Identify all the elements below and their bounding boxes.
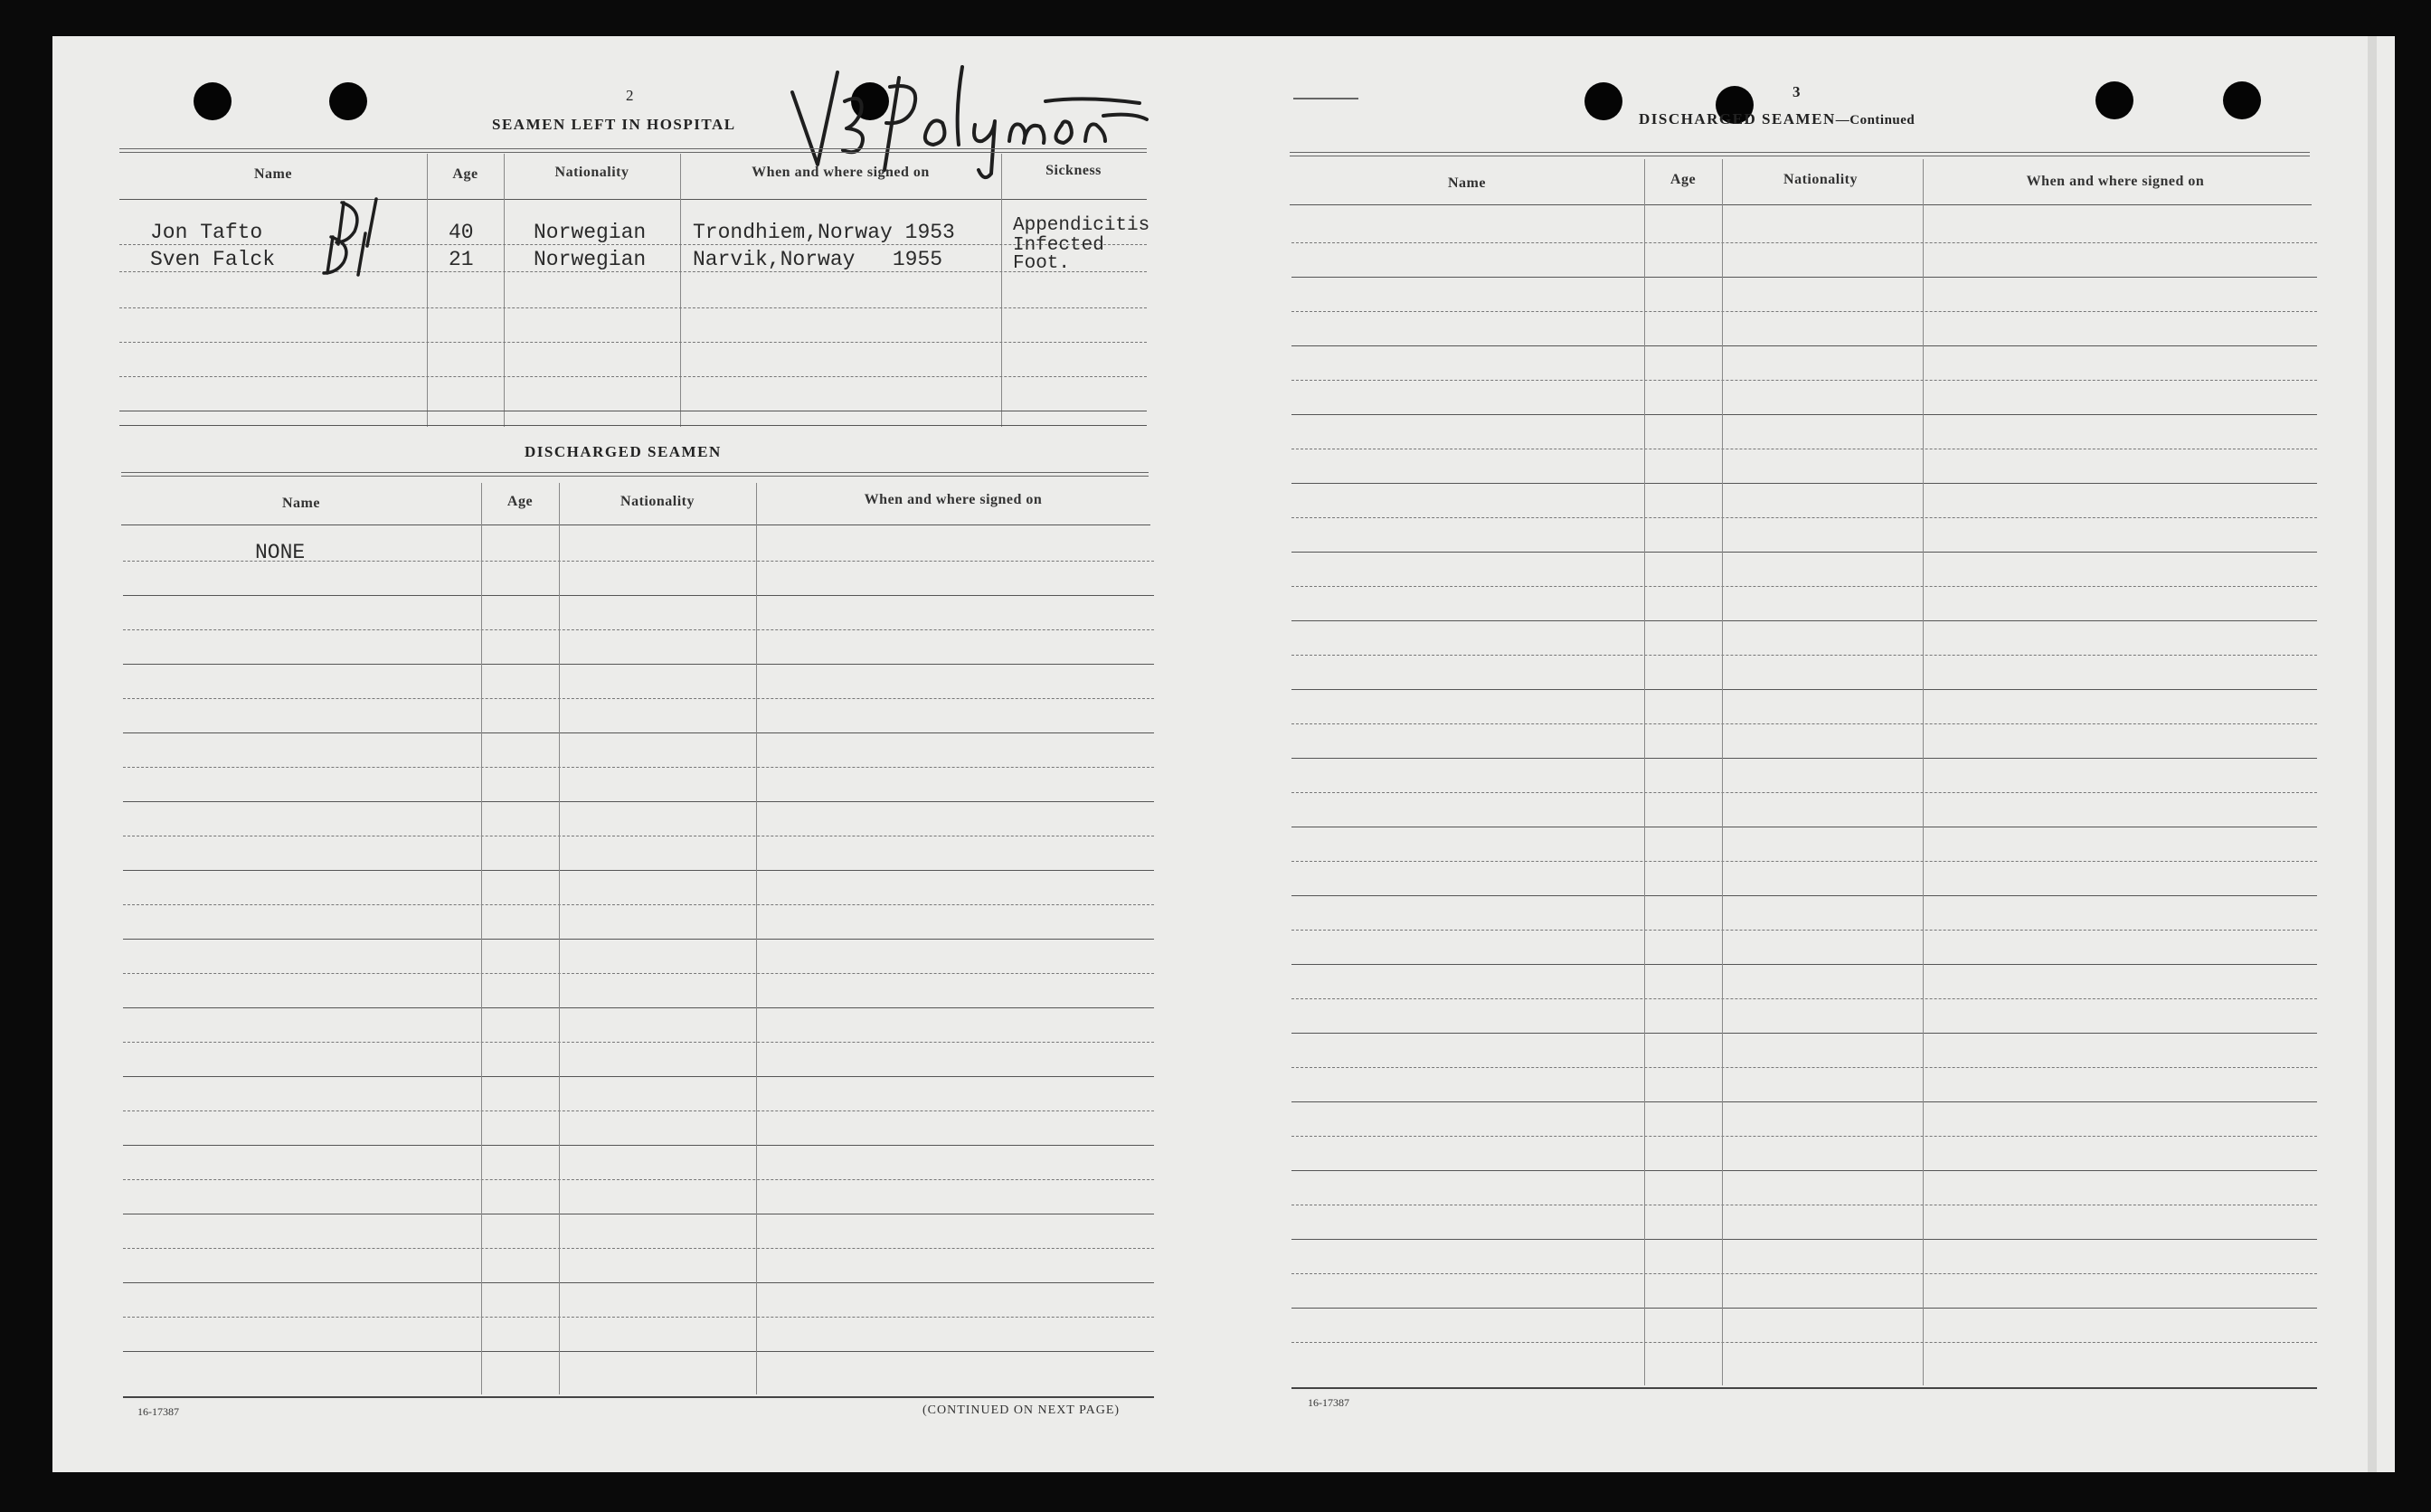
row-rule [123, 1351, 1154, 1352]
punch-hole [2223, 81, 2261, 119]
row-rule [123, 1042, 1154, 1043]
hospital-top-rule [119, 148, 1147, 153]
row-rule [1291, 517, 2317, 518]
row-rule [123, 595, 1154, 596]
hospital-row-1-signed-on: Trondhiem,Norway 1953 [693, 221, 955, 244]
discharged-col-nationality: Nationality [620, 494, 695, 509]
punch-hole [194, 82, 232, 120]
punch-hole [1584, 82, 1622, 120]
hospital-section-title: SEAMEN LEFT IN HOSPITAL [492, 116, 736, 133]
discharged-top-rule [121, 472, 1149, 477]
column-divider [756, 483, 757, 1394]
row-rule [1291, 998, 2317, 999]
row-rule [1291, 1342, 2317, 1343]
hospital-row-2-nationality: Norwegian [534, 248, 647, 271]
right-form-code: 16-17387 [1308, 1396, 1349, 1409]
hospital-col-age: Age [452, 166, 478, 182]
right-col-signed-on: When and where signed on [2026, 174, 2205, 189]
row-rule [1291, 1101, 2317, 1102]
row-rule [1291, 1033, 2317, 1034]
right-header-rule [1290, 204, 2312, 205]
row-rule [1291, 414, 2317, 415]
row-rule [123, 973, 1154, 974]
continued-note: (CONTINUED ON NEXT PAGE) [922, 1403, 1121, 1417]
row-rule [123, 561, 1154, 562]
hospital-row-2-sickness: Infected Foot. [1013, 235, 1104, 274]
column-divider [1644, 159, 1645, 1385]
column-divider [481, 483, 482, 1394]
left-form-code: 16-17387 [137, 1405, 179, 1418]
row-rule [123, 1145, 1154, 1146]
row-rule [119, 271, 1147, 272]
row-rule [1291, 964, 2317, 965]
discharged-header-rule [121, 524, 1150, 525]
punch-hole [2095, 81, 2133, 119]
row-rule [1291, 723, 2317, 724]
row-rule [1291, 311, 2317, 312]
right-title-main: DISCHARGED SEAMEN [1639, 110, 1836, 128]
row-rule [123, 904, 1154, 905]
hospital-col-name: Name [254, 166, 292, 182]
column-divider [559, 483, 560, 1394]
row-rule [1291, 861, 2317, 862]
column-divider [1001, 154, 1002, 427]
discharged-col-age: Age [506, 494, 534, 509]
row-rule [1291, 655, 2317, 656]
right-col-name: Name [1448, 175, 1486, 191]
row-rule [123, 732, 1154, 733]
hospital-row-2-name: Sven Falck [150, 248, 276, 271]
discharged-section-title: DISCHARGED SEAMEN [525, 443, 722, 460]
row-rule [1291, 792, 2317, 793]
hospital-row-1-sickness: Appendicitis [1013, 215, 1150, 236]
row-rule [1291, 552, 2317, 553]
hospital-row-1-age: 40 [449, 221, 474, 244]
hospital-col-sickness: Sickness [1045, 163, 1102, 178]
row-rule [1291, 1170, 2317, 1171]
row-rule [123, 664, 1154, 665]
right-page-number: 3 [1793, 83, 1801, 100]
row-rule [1291, 1273, 2317, 1274]
table-bottom-rule [123, 1396, 1154, 1398]
pencil-stroke [1293, 98, 1358, 99]
right-col-nationality: Nationality [1783, 172, 1858, 187]
right-section-title [1639, 110, 1915, 128]
column-divider [427, 154, 428, 427]
hospital-row-1-nationality: Norwegian [534, 221, 647, 244]
row-rule [1291, 1308, 2317, 1309]
discharged-col-signed-on: When and where signed on [864, 492, 1043, 507]
row-rule [1291, 895, 2317, 896]
discharged-col-name: Name [282, 496, 320, 511]
row-rule [123, 698, 1154, 699]
row-rule [123, 939, 1154, 940]
row-rule [1291, 689, 2317, 690]
right-title-suffix: —Continued [1835, 113, 1915, 128]
row-rule [1291, 758, 2317, 759]
row-rule [1291, 586, 2317, 587]
hospital-row-1-name: Jon Tafto [150, 221, 263, 244]
row-rule [123, 1317, 1154, 1318]
hospital-col-signed-on: When and where signed on [752, 165, 930, 180]
row-rule [123, 1179, 1154, 1180]
table-bottom-rule [1291, 1387, 2317, 1389]
handwritten-mark [320, 232, 374, 279]
sheet-edge [2368, 36, 2377, 1472]
column-divider [504, 154, 505, 427]
column-divider [680, 154, 681, 427]
hospital-col-nationality: Nationality [554, 165, 629, 180]
row-rule [1291, 1239, 2317, 1240]
row-rule [1291, 242, 2317, 243]
left-page-number: 2 [626, 87, 634, 104]
hospital-row-2-age: 21 [449, 248, 474, 271]
row-rule [119, 376, 1147, 377]
row-rule [123, 1282, 1154, 1283]
row-rule [1291, 345, 2317, 346]
row-rule [119, 307, 1147, 308]
discharged-entry-none: NONE [255, 541, 306, 564]
right-top-rule [1290, 152, 2310, 156]
row-rule [123, 801, 1154, 802]
right-col-age: Age [1670, 172, 1697, 187]
row-rule [123, 1248, 1154, 1249]
punch-hole [329, 82, 367, 120]
hospital-row-2-signed-on: Narvik,Norway 1955 [693, 248, 943, 271]
row-rule [1291, 277, 2317, 278]
row-rule [123, 1076, 1154, 1077]
hospital-bottom-rule [119, 425, 1147, 426]
column-divider [1923, 159, 1924, 1385]
document-sheet [52, 36, 2395, 1472]
row-rule [1291, 483, 2317, 484]
row-rule [119, 342, 1147, 343]
row-rule [1291, 930, 2317, 931]
row-rule [123, 1110, 1154, 1111]
row-rule [1291, 620, 2317, 621]
column-divider [1722, 159, 1723, 1385]
row-rule [1291, 1067, 2317, 1068]
row-rule [119, 244, 1147, 245]
row-rule [123, 870, 1154, 871]
row-rule [1291, 1136, 2317, 1137]
row-rule [123, 767, 1154, 768]
row-rule [1291, 380, 2317, 381]
hospital-header-rule [119, 199, 1147, 200]
row-rule [123, 1007, 1154, 1008]
row-rule [123, 629, 1154, 630]
